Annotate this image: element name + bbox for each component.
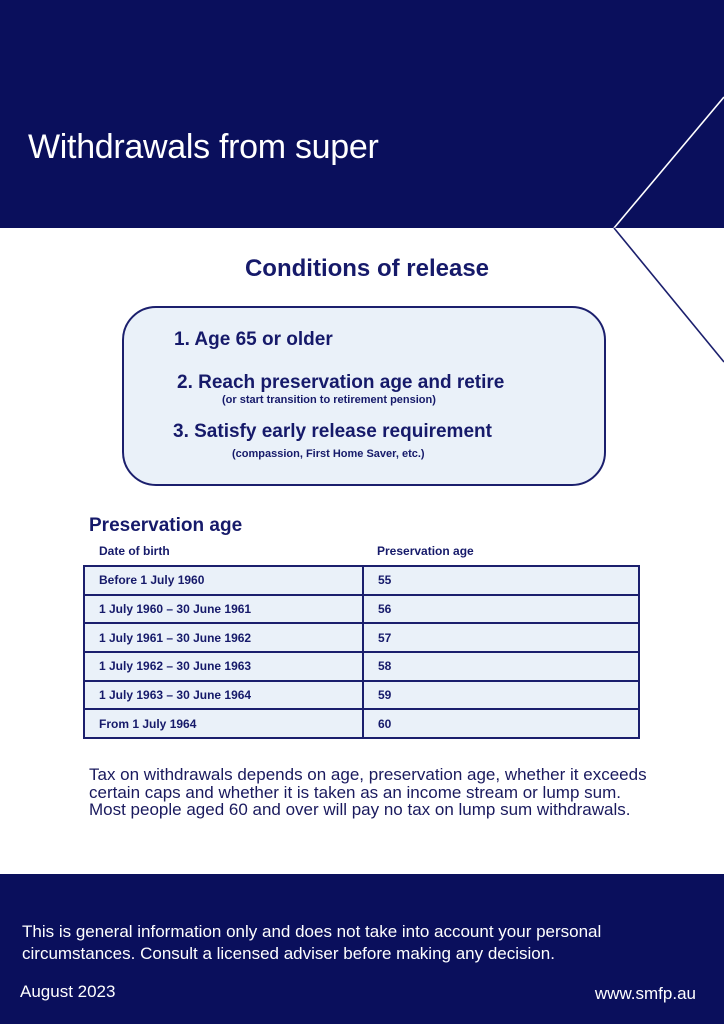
preservation-title: Preservation age xyxy=(89,515,243,536)
condition-2: 2. Reach preservation age and retire xyxy=(177,372,505,393)
dob-cell: 1 July 1960 – 30 June 1961 xyxy=(84,595,363,624)
conditions-box xyxy=(122,306,606,486)
age-cell: 57 xyxy=(363,623,639,652)
dob-cell: Before 1 July 1960 xyxy=(84,566,363,595)
header-banner xyxy=(0,0,724,228)
tax-note: Tax on withdrawals depends on age, preservation age, whether it exceeds certain caps and whether it is taken as an income stream or lump sum. Most people aged 60 and over will pay no tax on lump sum withdrawals. xyxy=(89,765,647,819)
dob-cell: 1 July 1962 – 30 June 1963 xyxy=(84,652,363,681)
age-cell: 60 xyxy=(363,709,639,738)
age-cell: 55 xyxy=(363,566,639,595)
age-cell: 56 xyxy=(363,595,639,624)
age-cell: 59 xyxy=(363,681,639,710)
table-row xyxy=(84,681,639,710)
table-row xyxy=(84,566,639,595)
dob-cell: 1 July 1961 – 30 June 1962 xyxy=(84,623,363,652)
dob-cell: From 1 July 1964 xyxy=(84,709,363,738)
dob-cell: 1 July 1963 – 30 June 1964 xyxy=(84,681,363,710)
condition-3-note: (compassion, First Home Saver, etc.) xyxy=(232,448,425,460)
age-cell: 58 xyxy=(363,652,639,681)
column-header-dob: Date of birth xyxy=(99,544,170,558)
publication-date: August 2023 xyxy=(20,982,116,1001)
condition-3: 3. Satisfy early release requirement xyxy=(173,421,492,442)
table-row xyxy=(84,652,639,681)
website-link[interactable]: www.smfp.au xyxy=(594,984,696,1003)
condition-1: 1. Age 65 or older xyxy=(174,329,333,350)
table-row xyxy=(84,709,639,738)
table-row xyxy=(84,595,639,624)
preservation-table xyxy=(83,565,640,739)
disclaimer: This is general information only and does not take into account your personal circumstances. Consult a licensed adviser before making any decision. xyxy=(22,922,602,963)
column-header-age: Preservation age xyxy=(377,544,474,558)
conditions-title: Conditions of release xyxy=(244,255,490,282)
footer xyxy=(0,874,724,1024)
table-row xyxy=(84,623,639,652)
page-title: Withdrawals from super xyxy=(28,128,379,166)
condition-2-note: (or start transition to retirement pension) xyxy=(222,394,436,406)
